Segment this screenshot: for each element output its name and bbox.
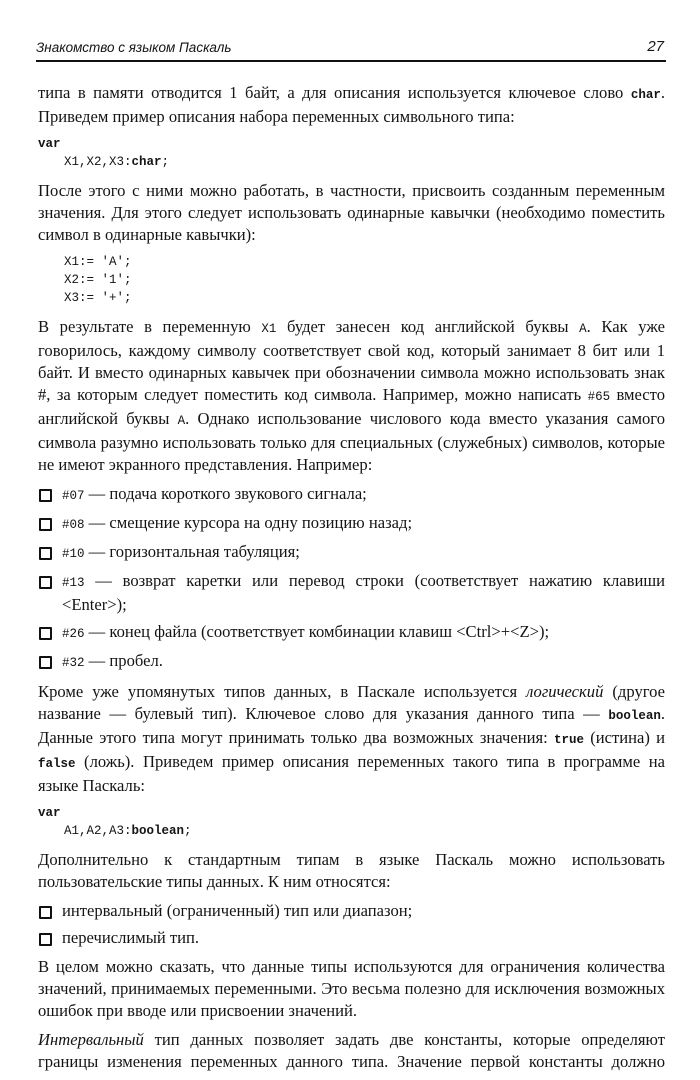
checkbox-bullet-icon bbox=[39, 489, 52, 502]
checkbox-bullet-icon bbox=[39, 518, 52, 531]
char-code-description: — горизонтальная табуляция; bbox=[84, 542, 300, 561]
text-run: В результате в переменную bbox=[38, 317, 262, 336]
list-item bbox=[38, 541, 665, 565]
code-decl: X1,X2,X3: bbox=[64, 155, 132, 169]
list-item bbox=[38, 621, 665, 645]
text-run: . Приведем пример описания набора переменных символьного типа: bbox=[38, 83, 665, 126]
char-code: #32 bbox=[62, 656, 85, 670]
inline-code: true bbox=[553, 733, 584, 747]
code-block-boolean bbox=[38, 804, 665, 840]
char-code: #26 bbox=[62, 627, 85, 641]
inline-code: A bbox=[579, 322, 587, 336]
paragraph bbox=[38, 180, 665, 246]
code-keyword: var bbox=[38, 806, 61, 820]
char-code: #10 bbox=[62, 547, 85, 561]
running-header bbox=[36, 38, 666, 62]
list-item bbox=[38, 900, 665, 922]
paragraph bbox=[38, 849, 665, 893]
checkbox-bullet-icon bbox=[39, 576, 52, 589]
code-line bbox=[38, 153, 665, 171]
char-code-description: — подача короткого звукового сигнала; bbox=[84, 484, 367, 503]
code-block-assign bbox=[38, 253, 665, 307]
char-code: #13 bbox=[62, 576, 85, 590]
text-run: В целом можно сказать, что данные типы используются для ограничения количества значений, принимаемых переменными. Это весьма полезно для исключения возможных ошибок при вводе или присвоении значений. bbox=[38, 957, 665, 1020]
text-run: вместо английской буквы bbox=[38, 385, 665, 428]
code-line: X3:= '+'; bbox=[64, 291, 132, 305]
checkbox-bullet-icon bbox=[39, 627, 52, 640]
list-item bbox=[38, 650, 665, 674]
inline-code: boolean bbox=[608, 709, 661, 723]
paragraph bbox=[38, 681, 665, 797]
type-name: перечислимый тип. bbox=[62, 928, 200, 947]
inline-code: A bbox=[177, 414, 186, 428]
paragraph bbox=[38, 316, 665, 476]
user-types-list bbox=[38, 900, 665, 949]
code-end: ; bbox=[161, 155, 170, 169]
text-run: типа в памяти отводится 1 байт, а для описания используется ключевое слово bbox=[38, 83, 631, 102]
char-code: #08 bbox=[62, 518, 85, 532]
char-codes-list bbox=[38, 483, 665, 674]
checkbox-bullet-icon bbox=[39, 933, 52, 946]
text-run: тип данных позволяет задать две константы, которые определяют границы изменения переменных данного типа. Значение первой константы должно bbox=[38, 1030, 665, 1071]
text-run: После этого с ними можно работать, в частности, присвоить созданным переменным значения. Для этого следует использовать одинарные кавычки (необходимо поместить символ в одинарные кавычки): bbox=[38, 181, 665, 244]
code-end: ; bbox=[184, 824, 192, 838]
emphasis-text: логический bbox=[526, 682, 604, 701]
code-line bbox=[38, 822, 665, 840]
char-code-description: — смещение курсора на одну позицию назад; bbox=[84, 513, 413, 532]
text-run: (ложь). Приведем пример описания переменных такого типа в программе на языке Паскаль: bbox=[38, 752, 665, 795]
code-line: X2:= '1'; bbox=[64, 273, 132, 287]
char-code-description: — возврат каретки или перевод строки (соответствует нажатию клавиши <Enter>); bbox=[62, 571, 665, 614]
text-run: Кроме уже упомянутых типов данных, в Паскале используется bbox=[38, 682, 527, 701]
inline-code: char bbox=[630, 88, 661, 102]
list-item bbox=[38, 927, 665, 949]
text-run: (другое название — булевый тип). Ключевое слово для указания данного типа — bbox=[38, 682, 665, 723]
char-code-description: — пробел. bbox=[84, 651, 163, 670]
code-type: boolean bbox=[131, 824, 185, 838]
code-type: char bbox=[131, 155, 162, 169]
type-name: интервальный (ограниченный) тип или диапазон; bbox=[62, 901, 413, 920]
inline-code: false bbox=[38, 757, 76, 771]
char-code: #07 bbox=[62, 489, 85, 503]
checkbox-bullet-icon bbox=[39, 547, 52, 560]
paragraph bbox=[38, 1029, 665, 1073]
page-body bbox=[38, 82, 665, 1080]
text-run: . Данные этого типа могут принимать только два возможных значения: bbox=[38, 704, 665, 747]
text-run: Дополнительно к стандартным типам в языке Паскаль можно использовать пользовательские типы данных. К ним относятся: bbox=[38, 850, 665, 891]
char-code-description: — конец файла (соответствует комбинации клавиш <Ctrl>+<Z>); bbox=[84, 622, 550, 641]
paragraph bbox=[38, 82, 665, 128]
emphasis-text: Интервальный bbox=[38, 1030, 144, 1049]
list-item bbox=[38, 512, 665, 536]
list-item bbox=[38, 570, 665, 616]
text-run: будет занесен код английской буквы bbox=[276, 317, 580, 336]
text-run: (истина) и bbox=[583, 728, 666, 747]
chapter-title: Знакомство с языком Паскаль bbox=[36, 40, 232, 55]
text-run: . Однако использование числового кода вместо указания самого символа разумно использовать только для специальных (служебных) символов, которые не имеют экранного представления. Например: bbox=[38, 409, 665, 474]
inline-code: #65 bbox=[587, 390, 611, 404]
checkbox-bullet-icon bbox=[39, 656, 52, 669]
code-decl: A1,A2,A3: bbox=[64, 824, 132, 838]
code-line: X1:= 'A'; bbox=[64, 255, 132, 269]
checkbox-bullet-icon bbox=[39, 906, 52, 919]
paragraph bbox=[38, 956, 665, 1022]
text-run: . Как уже говорилось, каждому символу соответствует свой код, который занимает 8 бит или 1 байт. И вместо одинарных кавычек при обозначении символа можно использовать знак #, за которым следует поместить код символа. Например, можно написать bbox=[38, 317, 665, 404]
code-block-char bbox=[38, 135, 665, 171]
page-number: 27 bbox=[647, 38, 664, 55]
inline-code: X1 bbox=[261, 322, 277, 336]
list-item bbox=[38, 483, 665, 507]
code-keyword: var bbox=[38, 137, 61, 151]
